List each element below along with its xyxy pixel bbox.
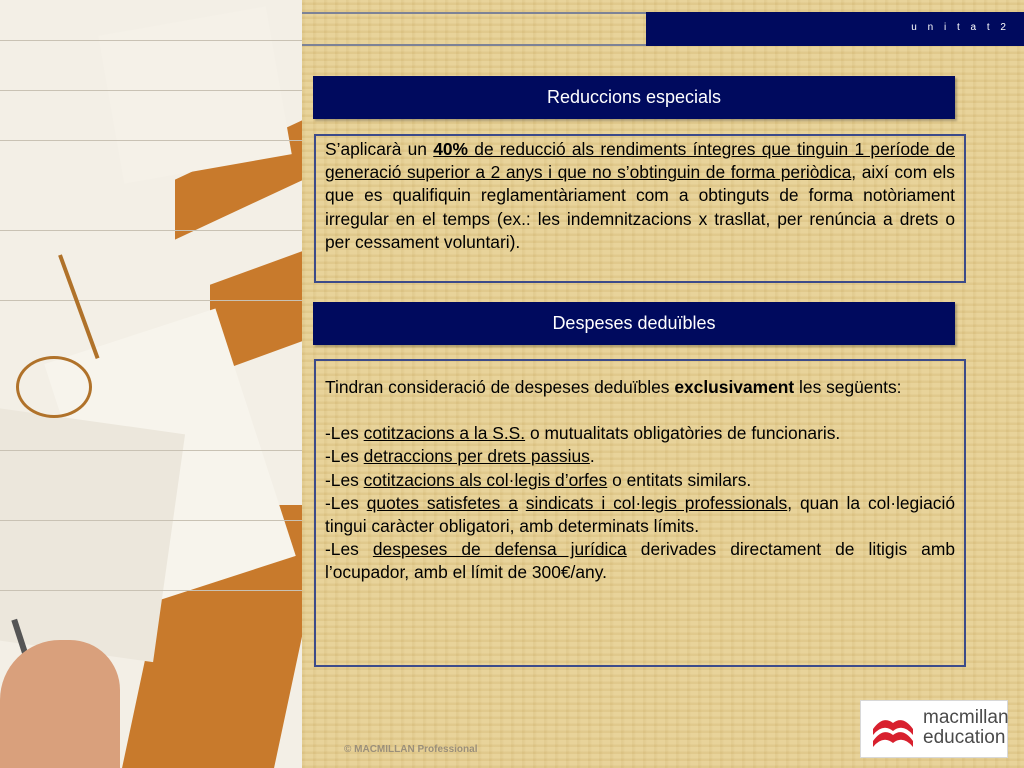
logo-text: macmillan education xyxy=(923,707,1009,748)
macmillan-logo-icon xyxy=(871,709,915,749)
unit-label: u n i t a t 2 xyxy=(911,22,1010,33)
despeses-text-box xyxy=(314,359,966,667)
glasses-image xyxy=(16,356,92,418)
despeses-intro: Tindran consideració de despeses deduïbles exclusivament les següents: xyxy=(325,377,902,397)
section-title-reduccions: Reduccions especials xyxy=(313,76,955,119)
percentage-40: 40% xyxy=(433,139,469,159)
macmillan-logo xyxy=(860,700,1008,758)
copyright-footer: © MACMILLAN Professional xyxy=(344,744,478,755)
hand-image xyxy=(0,640,120,768)
reduccions-paragraph: S’aplicarà un 40% de reducció als rendiments íntegres que tinguin 1 període de generació superior a 2 anys i que no s’obtinguin de forma periòdica, així com els que es qualifiquin reglamentàriament com a obtinguts de forma notòriament irregular en el temps (ex.: les indemnitzacions x trasllat, per renúncia a drets o per cessament voluntari). xyxy=(325,139,955,252)
list-item: -Les cotitzacions a la S.S. o mutualitats obligatòries de funcionaris. xyxy=(325,423,841,444)
section-title-despeses: Despeses deduïbles xyxy=(313,302,955,345)
list-item: -Les cotitzacions als col·legis d’orfes o entitats similars. xyxy=(325,469,752,490)
header-bar xyxy=(646,12,1024,46)
list-item: -Les quotes satisfetes a sindicats i col·legis professionals, quan la col·legiació tingui caràcter obligatori, amb determinats límits. xyxy=(325,492,955,537)
top-divider-2 xyxy=(302,44,646,46)
background-photo xyxy=(0,0,302,768)
reduccions-text-box xyxy=(314,134,966,283)
list-item: -Les detraccions per drets passius. xyxy=(325,446,595,467)
list-item: -Les despeses de defensa jurídica derivades directament de litigis amb l’ocupador, amb el límit de 300€/any. xyxy=(325,539,956,583)
top-divider xyxy=(302,12,646,14)
